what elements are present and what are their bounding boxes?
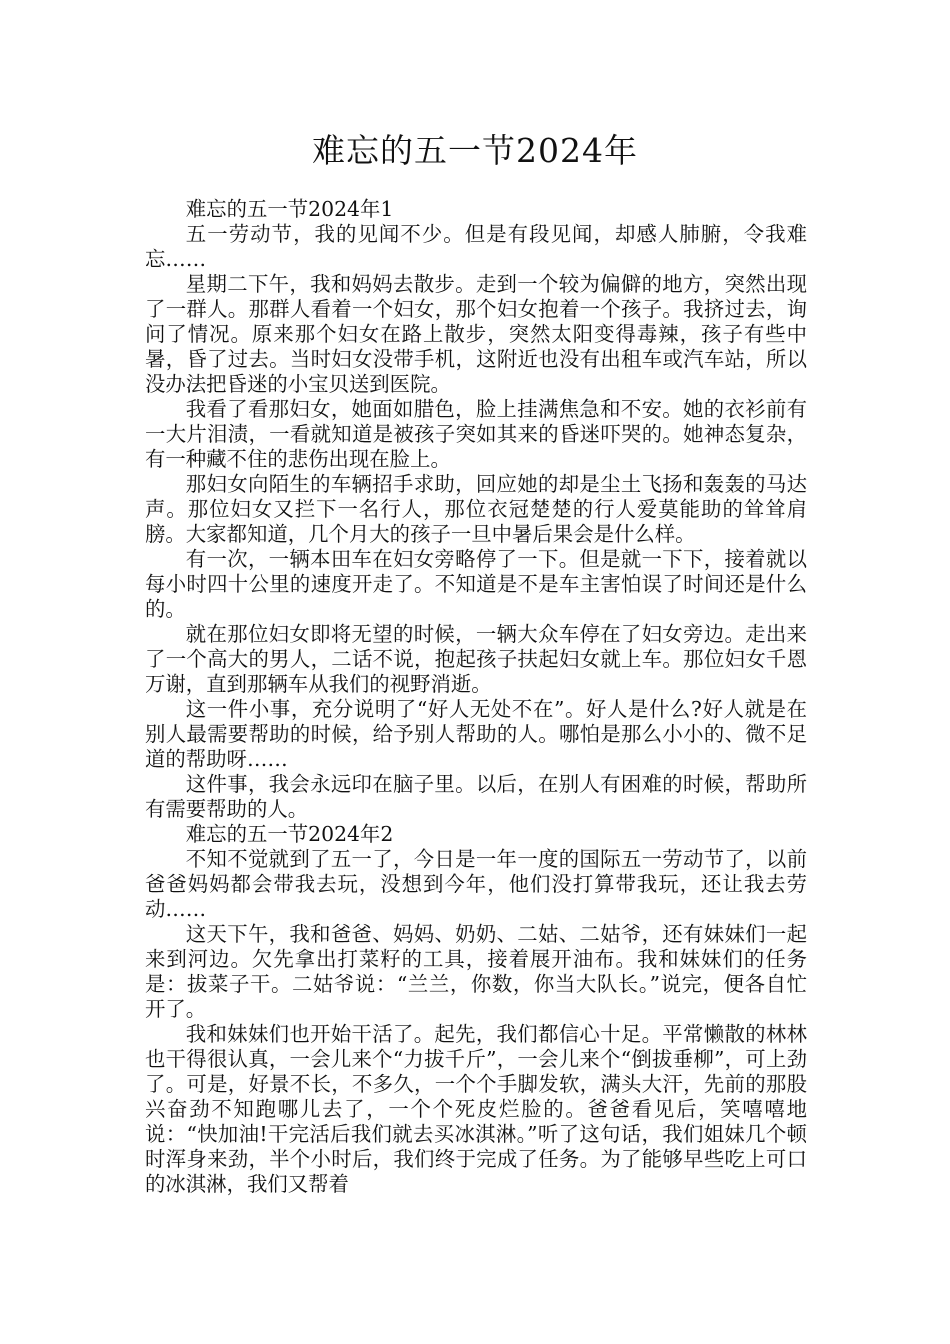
document-title: 难忘的五一节2024年 — [312, 131, 638, 170]
paragraph: 我看了看那妇女，她面如腊色，脸上挂满焦急和不安。她的衣衫前有一大片泪渍，一看就知道是被孩子突如其来的昏迷吓哭的。她神态复杂，有一种藏不住的悲伤出现在脸上。 — [145, 397, 807, 471]
paragraph: 我和妹妹们也开始干活了。起先，我们都信心十足。平常懒散的林林也干得很认真，一会儿来个“力拔千斤”，一会儿来个“倒拔垂柳”，可上劲了。可是，好景不长，不多久，一个个手脚发软，满头大汗，先前的那股兴奋劲不知跑哪儿去了，一个个死皮烂脸的。爸爸看见后，笑嘻嘻地说：“快加油!干完活后我们就去买冰淇淋。”听了这句话，我们姐妹几个顿时浑身来劲，半个小时后，我们终于完成了任务。为了能够早些吃上可口的冰淇淋，我们又帮着 — [145, 1022, 807, 1196]
paragraph: 有一次，一辆本田车在妇女旁略停了一下。但是就一下下，接着就以每小时四十公里的速度开走了。不知道是不是车主害怕误了时间还是什么的。 — [145, 547, 807, 621]
paragraph: 那妇女向陌生的车辆招手求助，回应她的却是尘土飞扬和轰轰的马达声。那位妇女又拦下一名行人，那位衣冠楚楚的行人爱莫能助的耸耸肩膀。大家都知道，几个月大的孩子一旦中暑后果会是什么样。 — [145, 472, 807, 546]
paragraph: 就在那位妇女即将无望的时候，一辆大众车停在了妇女旁边。走出来了一个高大的男人，二话不说，抱起孩子扶起妇女就上车。那位妇女千恩万谢，直到那辆车从我们的视野消逝。 — [145, 622, 807, 696]
paragraph: 这件事，我会永远印在脑子里。以后，在别人有困难的时候，帮助所有需要帮助的人。 — [145, 772, 807, 821]
paragraph: 五一劳动节，我的见闻不少。但是有段见闻，却感人肺腑，令我难忘…… — [145, 222, 807, 271]
document-body — [145, 197, 807, 1197]
section-heading-2: 难忘的五一节2024年2 — [185, 822, 394, 846]
paragraph: 这一件小事，充分说明了“好人无处不在”。好人是什么?好人就是在别人最需要帮助的时候，给予别人帮助的人。哪怕是那么小小的、微不足道的帮助呀…… — [145, 697, 807, 771]
section-heading-1: 难忘的五一节2024年1 — [185, 197, 394, 221]
paragraph: 这天下午，我和爸爸、妈妈、奶奶、二姑、二姑爷，还有妹妹们一起来到河边。欠先拿出打菜籽的工具，接着展开油布。我和妹妹们的任务是：拔菜子干。二姑爷说：“兰兰，你数，你当大队长。”说完，便各自忙开了。 — [145, 922, 807, 1021]
paragraph: 不知不觉就到了五一了，今日是一年一度的国际五一劳动节了，以前爸爸妈妈都会带我去玩，没想到今年，他们没打算带我玩，还让我去劳动…… — [145, 847, 807, 921]
paragraph: 星期二下午，我和妈妈去散步。走到一个较为偏僻的地方，突然出现了一群人。那群人看着一个妇女，那个妇女抱着一个孩子。我挤过去，询问了情况。原来那个妇女在路上散步，突然太阳变得毒辣，孩子有些中暑，昏了过去。当时妇女没带手机，这附近也没有出租车或汽车站，所以没办法把昏迷的小宝贝送到医院。 — [145, 272, 807, 396]
